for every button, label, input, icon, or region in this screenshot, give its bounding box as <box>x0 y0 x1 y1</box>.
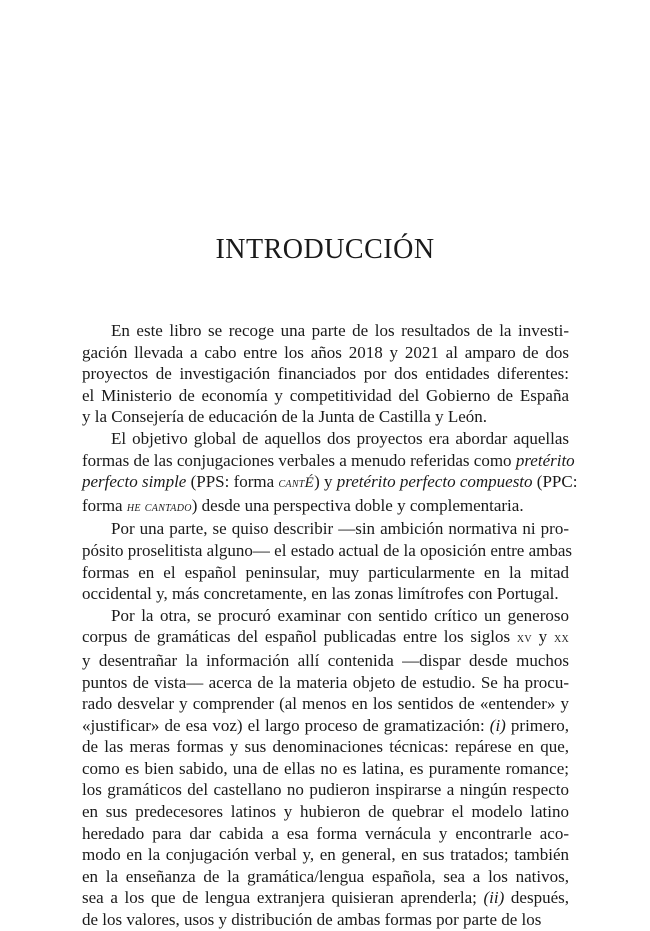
text-line <box>82 650 569 672</box>
text-segment: ) desde una perspectiva doble y complementaria. <box>191 495 524 515</box>
small-caps-text: xv <box>516 630 532 647</box>
italic-text: (ii) <box>483 888 505 908</box>
text-line <box>82 693 569 715</box>
text-segment: pósito proselitista alguno— el estado actual de la oposición entre ambas <box>82 540 573 560</box>
text-line <box>82 909 569 931</box>
italic-text: perfecto simple <box>82 472 187 492</box>
text-line <box>82 471 578 495</box>
italic-text: pretérito <box>515 450 575 470</box>
text-line <box>82 672 569 694</box>
paragraph <box>82 518 573 604</box>
text-segment: formas de las conjugaciones verbales a menudo referidas como <box>82 450 516 470</box>
text-line <box>82 801 569 823</box>
text-segment: Por la otra, se procuró examinar con sentido crítico un generoso <box>111 605 569 625</box>
text-segment: (PPC: <box>532 472 578 492</box>
text-segment: Por una parte, se quiso describir —sin ambición normativa ni pro- <box>111 519 569 539</box>
text-line <box>82 605 569 627</box>
text-line <box>82 823 569 845</box>
text-line <box>82 428 569 450</box>
paragraph <box>82 605 569 931</box>
text-segment: y desentrañar la información allí contenida —dispar desde muchos <box>82 650 569 670</box>
text-segment: los gramáticos del castellano no pudieron inspirarse a ningún respecto <box>82 780 569 800</box>
text-segment: modo en la conjugación verbal y, en general, en sus tratados; también <box>82 845 569 865</box>
text-line <box>82 540 573 562</box>
text-line <box>82 320 569 342</box>
text-line <box>82 779 569 801</box>
body-text <box>82 320 578 931</box>
text-line <box>82 736 569 758</box>
text-line <box>82 626 569 650</box>
text-segment: formas en el español peninsular, muy particularmente en la mitad <box>82 562 569 582</box>
text-line <box>82 887 569 909</box>
text-segment: ) y <box>314 472 337 492</box>
text-segment: «justificar» de esa voz) el largo proceso de gramatización: <box>82 715 490 735</box>
italic-text: (i) <box>489 715 506 735</box>
italic-text: pretérito perfecto compuesto <box>336 472 533 492</box>
text-segment: heredado para dar cabida a esa forma vernácula y encontrarle aco- <box>82 823 569 843</box>
text-line <box>82 495 569 519</box>
text-segment: proyectos de investigación financiados por dos entidades diferentes: <box>82 364 569 384</box>
text-line <box>82 583 569 605</box>
paragraph <box>82 428 578 518</box>
text-segment: forma <box>82 495 127 515</box>
chapter-title: INTRODUCCIÓN <box>215 234 435 265</box>
text-line <box>82 406 569 428</box>
text-line <box>82 758 569 780</box>
small-caps-text: cantÉ <box>278 475 315 492</box>
text-line <box>82 363 569 385</box>
text-line <box>82 385 569 407</box>
text-segment: En este libro se recoge una parte de los resultados de la investi- <box>111 321 569 340</box>
text-segment: en la enseñanza de la gramática/lengua española, sea a los nativos, <box>82 866 569 886</box>
text-segment: después, <box>504 888 569 908</box>
text-segment: en sus predecesores latinos y hubieron de quebrar el modelo latino <box>82 802 569 822</box>
paragraph <box>82 320 569 428</box>
text-line <box>82 518 569 540</box>
text-segment: de las meras formas y sus denominaciones técnicas: repárese en que, <box>82 737 569 757</box>
text-line <box>82 562 569 584</box>
small-caps-text: xx <box>553 630 570 647</box>
small-caps-text: he cantado <box>126 498 192 515</box>
text-line <box>82 342 569 364</box>
text-segment: primero, <box>505 715 569 735</box>
text-segment: y la Consejería de educación de la Junta de Castilla y León. <box>82 407 488 427</box>
text-segment: sea a los que de lengua extranjera quisieran aprenderla; <box>82 888 484 908</box>
text-line <box>82 715 569 737</box>
text-segment: rado desvelar y comprender (al menos en los sentidos de «entender» y <box>82 694 569 714</box>
text-segment: gación llevada a cabo entre los años 2018 y 2021 al amparo de dos <box>82 342 569 362</box>
text-segment: El objetivo global de aquellos dos proyectos era abordar aquellas <box>111 428 569 448</box>
text-segment: el Ministerio de economía y competitividad del Gobierno de España <box>82 385 569 405</box>
text-segment: como es bien sabido, una de ellas no es latina, es puramente romance; <box>82 758 569 778</box>
text-line <box>82 866 569 888</box>
text-segment: y <box>531 627 554 647</box>
text-segment: corpus de gramáticas del español publicadas entre los siglos <box>82 627 517 647</box>
text-segment: occidental y, más concretamente, en las zonas limítrofes con Portugal. <box>82 584 559 604</box>
text-segment: (PPS: forma <box>186 472 279 492</box>
text-segment: de los valores, usos y distribución de ambas formas por parte de los <box>82 910 542 930</box>
text-line <box>82 844 569 866</box>
text-segment: puntos de vista— acerca de la materia objeto de estudio. Se ha procu- <box>82 672 569 692</box>
text-line <box>82 450 575 472</box>
